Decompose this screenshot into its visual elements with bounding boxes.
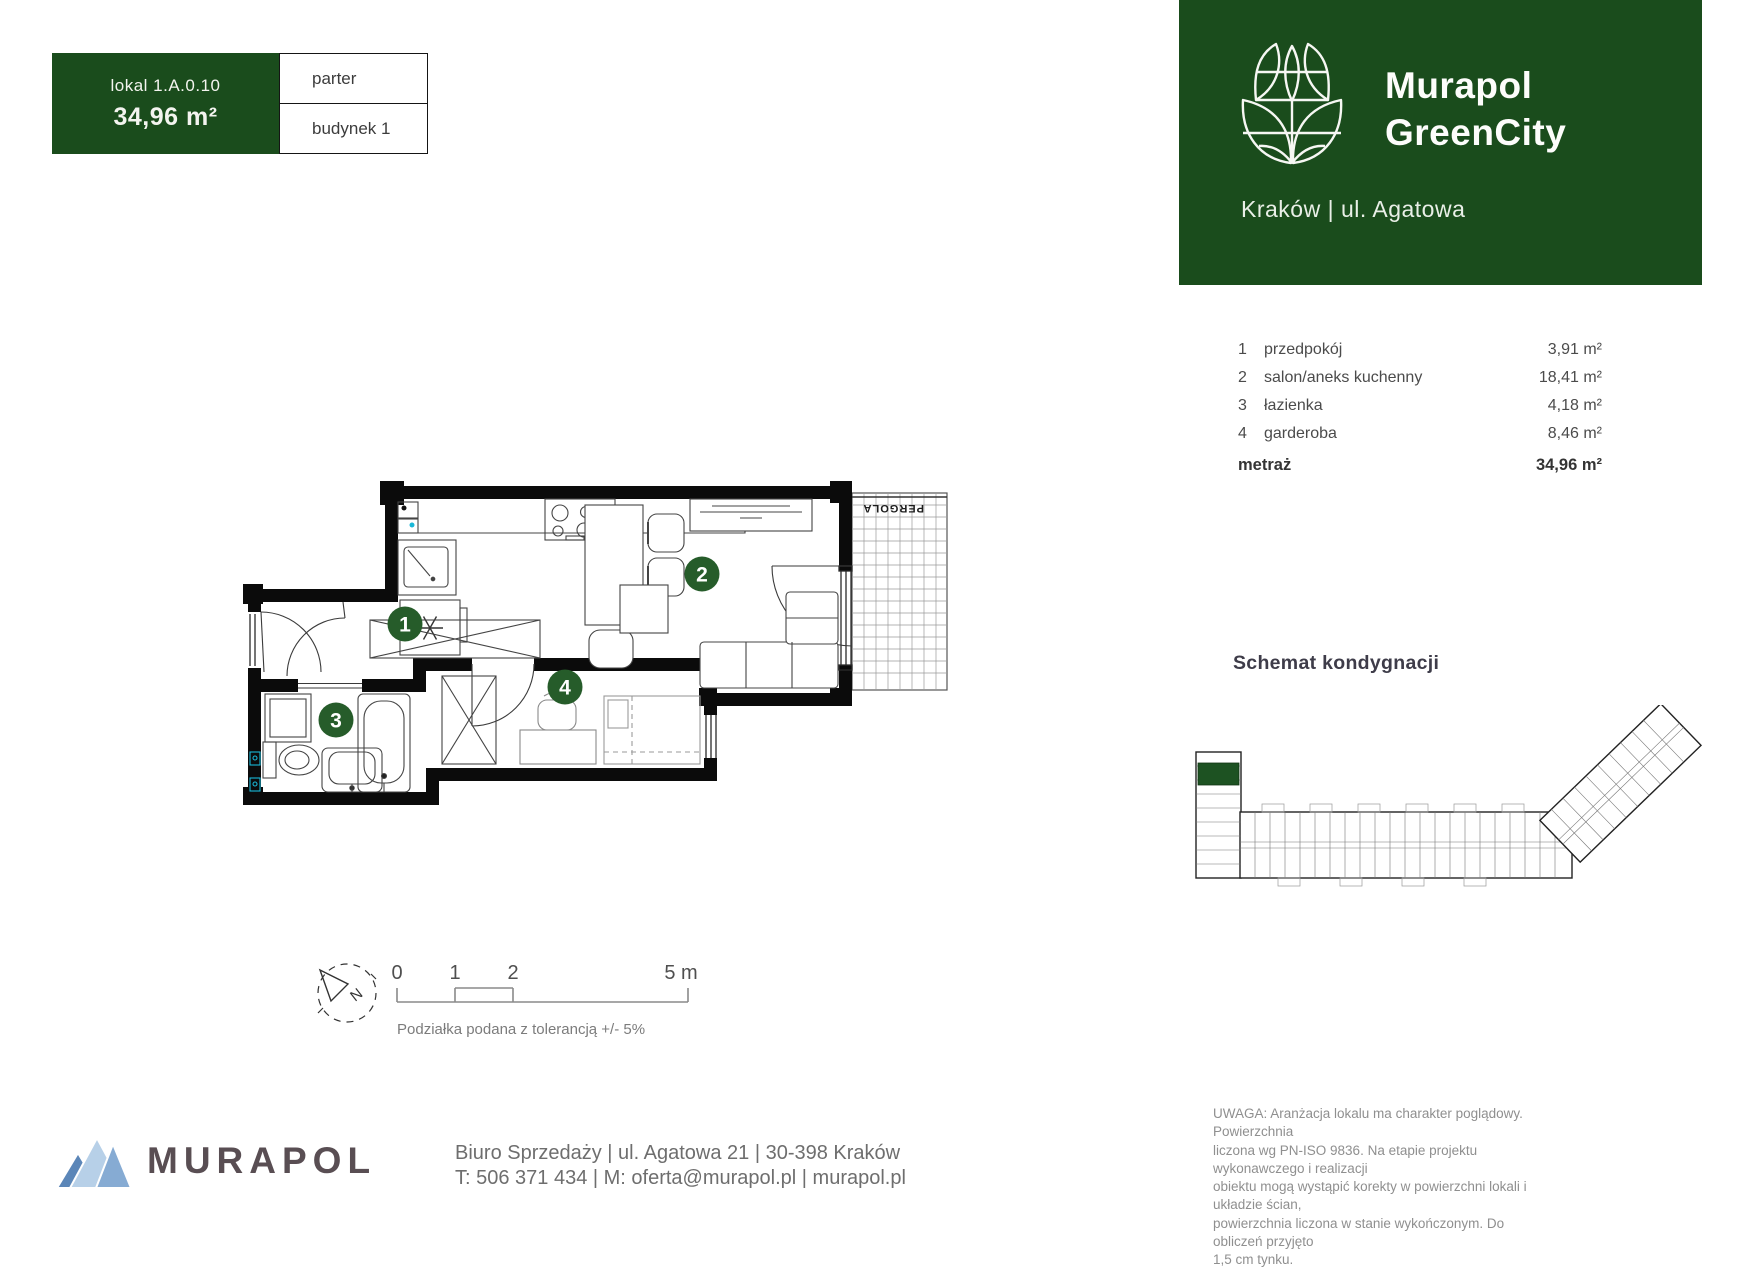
svg-text:N: N [347,985,367,1006]
disclaimer-line: 1,5 cm tynku. [1213,1252,1294,1268]
room-table [1238,341,1602,484]
svg-text:3: 3 [330,709,342,733]
pergola-label: PERGOLA [862,502,924,514]
bathtub-icon [358,694,410,792]
unit-floor-label: parter [280,54,427,104]
sink-icon [322,748,382,792]
north-compass-icon [318,964,376,1022]
svg-text:4: 4 [559,676,571,700]
room-area: 8,46 m² [1547,425,1602,442]
bed [604,696,700,764]
total-area: 34,96 m² [1535,456,1602,474]
disclaimer-line: UWAGA: Aranżacja lokalu ma charakter poglądowy. Powierzchnia [1213,1106,1523,1140]
murapol-wordmark: MURAPOL [147,1140,377,1181]
brand-name-line2: GreenCity [1385,112,1567,153]
murapol-logo-icon [50,1130,145,1192]
table-row [1238,425,1602,453]
brand-name [1385,62,1566,156]
room-label: przedpokój [1264,341,1343,358]
svg-text:1: 1 [449,962,461,984]
disclaimer-line: obiektu mogą wystąpić korekty w powierzchni lokali i układzie ścian, [1213,1179,1527,1213]
unit-area-label: 34,96 m² [113,102,218,131]
sales-office-contact [455,1141,906,1191]
room-label: garderoba [1264,425,1337,442]
table-total-row [1238,456,1602,484]
table-row [1238,397,1602,425]
coffee-table [620,585,668,633]
unit-card-details [279,53,428,154]
room-area: 4,18 m² [1547,397,1602,414]
total-label: metraż [1238,456,1292,474]
svg-text:2: 2 [507,962,519,984]
unit-number-label: lokal 1.A.0.10 [110,75,221,95]
tv-cabinet-icon [690,499,812,531]
room-area: 18,41 m² [1538,369,1602,386]
room-badge-2 [685,557,720,592]
room-badge-1 [388,607,423,642]
unit-building-label: budynek 1 [312,118,391,138]
address-line: Biuro Sprzedaży | ul. Agatowa 21 | 30-398 Kraków [455,1142,901,1164]
room-label: łazienka [1264,397,1323,414]
living-furniture [585,499,838,688]
schematic-title: Schemat kondygnacji [1233,652,1440,674]
project-location: Kraków | ul. Agatowa [1241,196,1466,222]
brand-name-line1: Murapol [1385,65,1533,106]
scale-labels [391,962,697,984]
floor-plan [180,400,990,840]
washing-machine-icon [265,694,311,742]
svg-text:0: 0 [391,962,403,984]
highlighted-unit [1198,763,1239,785]
unit-card [52,53,279,154]
room-number: 3 [1238,397,1247,414]
room-number: 4 [1238,425,1247,442]
toilet-icon [263,742,319,778]
disclaimer-line: powierzchnia liczona w stanie wykończonym. Do obliczeń przyjęto [1213,1215,1505,1250]
kitchen-sink-icon [398,540,456,595]
header-brand-panel [1179,0,1702,285]
table-row [1238,341,1602,369]
svg-text:1: 1 [399,613,411,637]
room-badge-3 [319,703,354,738]
pergola [852,493,947,690]
room-badge-4 [548,670,583,705]
room-number: 2 [1238,369,1247,386]
scale-caption: Podziałka podana z tolerancją +/- 5% [397,1021,646,1038]
scale-and-compass [280,950,710,1055]
table-row [1238,369,1602,397]
room-label: salon/aneks kuchenny [1264,369,1423,386]
sofa [700,592,838,688]
svg-text:2: 2 [696,563,708,587]
svg-text:5 m: 5 m [664,962,698,984]
disclaimer-line: liczona wg PN-ISO 9836. Na etapie projektu wykonawczego i realizacji [1213,1142,1478,1176]
contact-line: T: 506 371 434 | M: oferta@murapol.pl | murapol.pl [455,1167,906,1189]
room-number: 1 [1238,341,1247,358]
legal-disclaimer [1213,1105,1549,1270]
floor-schematic [1170,705,1715,900]
scale-bar [397,988,688,1002]
room-area: 3,91 m² [1547,341,1602,358]
